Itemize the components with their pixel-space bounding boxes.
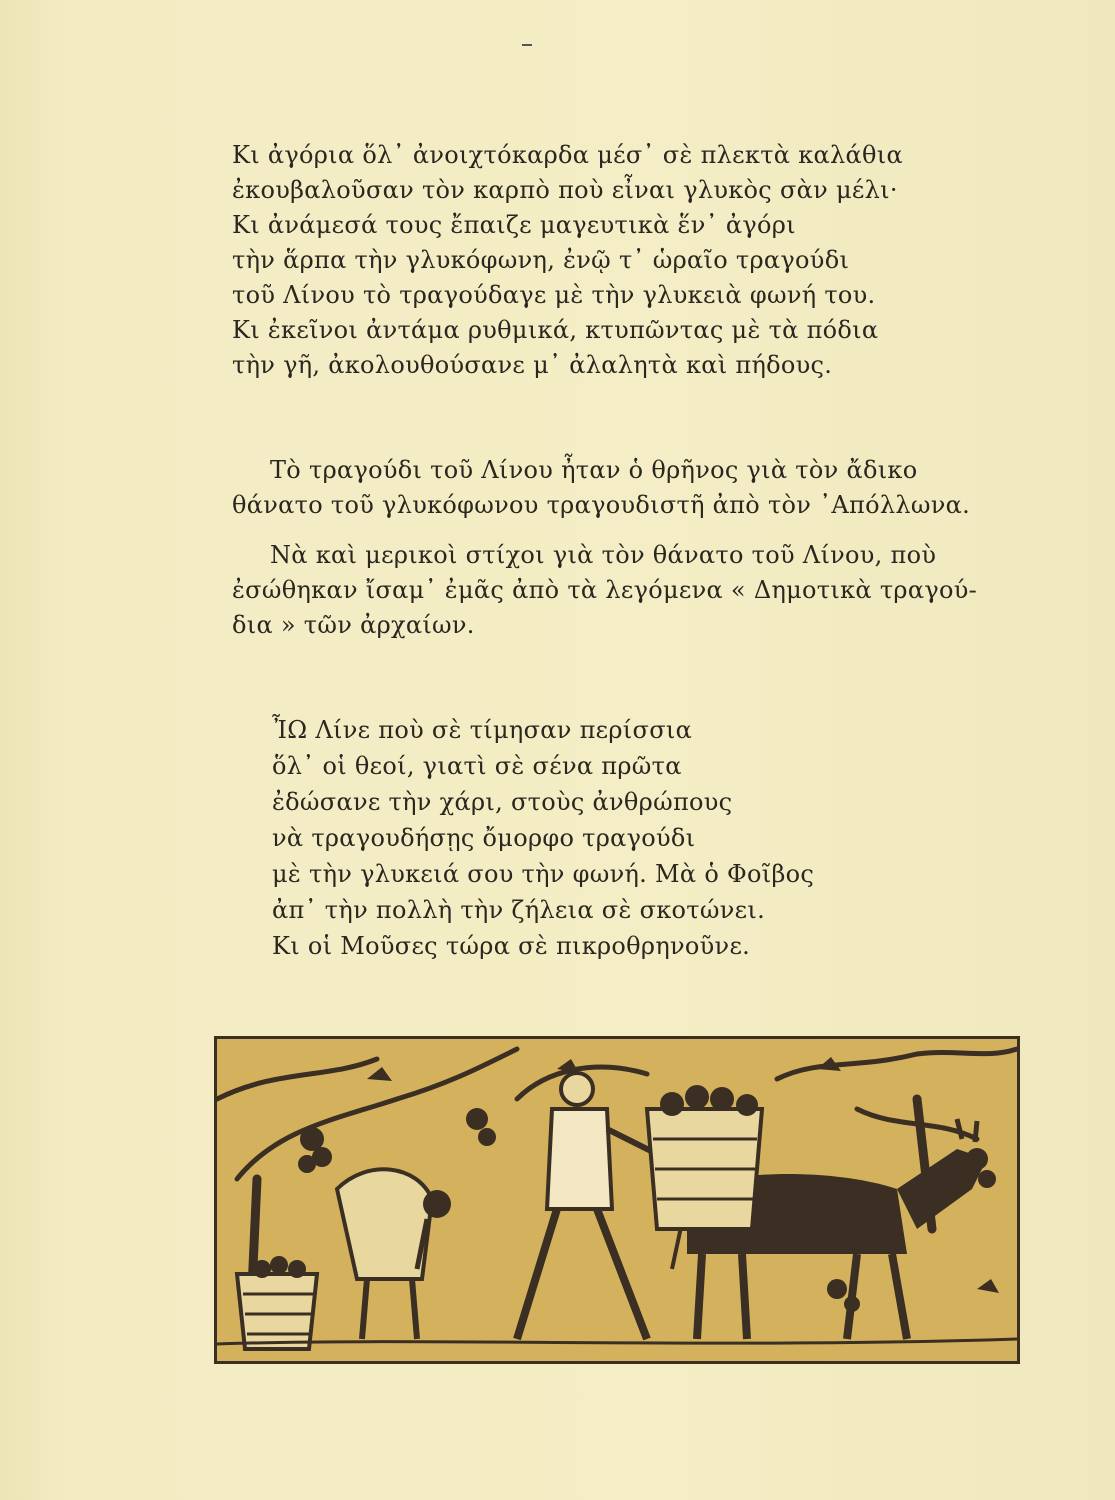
paragraph-line: θάνατο τοῦ γλυκόφωνου τραγουδιστῆ ἀπὸ τὸν ᾿Απόλλωνα. — [232, 491, 971, 519]
verse-line: Κι ἐκεῖνοι ἀντάμα ρυθμικά, κτυπῶντας μὲ τὰ πόδια — [232, 316, 879, 344]
verse-line: Κι οἱ Μοῦσες τώρα σὲ πικροθρηνοῦνε. — [272, 932, 751, 960]
verse-line: τὴν γῆ, ἀκολουθούσανε μ᾿ ἀλαλητὰ καὶ πήδους. — [232, 351, 833, 379]
harvest-woodcut — [217, 1039, 1017, 1361]
verse-line: ἀπ᾿ τὴν πολλὴ τὴν ζήλεια σὲ σκοτώνει. — [272, 896, 766, 924]
verse-line: ἐκουβαλοῦσαν τὸν καρπὸ ποὺ εἶναι γλυκὸς σὰν μέλι· — [232, 176, 898, 204]
verse-line: ἐδώσανε τὴν χάρι, στοὺς ἀνθρώπους — [272, 788, 733, 816]
verse-line: μὲ τὴν γλυκειά σου τὴν φωνή. Μὰ ὁ Φοῖβος — [272, 860, 815, 888]
young-man-figure — [517, 1073, 657, 1339]
verse-top — [232, 138, 1022, 383]
verse-lament — [272, 712, 1062, 964]
grape-harvest-illustration — [214, 1036, 1020, 1364]
paragraph-line: ἐσώθηκαν ἴσαμ᾿ ἐμᾶς ἀπὸ τὰ λεγόμενα « Δημοτικὰ τραγού- — [232, 576, 978, 604]
paragraph-line: Τὸ τραγούδι τοῦ Λίνου ἦταν ὁ θρῆνος γιὰ τὸν ἄδικο — [270, 456, 918, 484]
verse-line: Κι ἀνάμεσά τους ἔπαιζε μαγευτικὰ ἕν᾿ ἀγόρι — [232, 211, 796, 239]
verse-line: Κι ἀγόρια ὅλ᾿ ἀνοιχτόκαρδα μέσ᾿ σὲ πλεκτὰ καλάθια — [232, 141, 903, 169]
paragraph-line: δια » τῶν ἀρχαίων. — [232, 611, 475, 639]
verse-line: νὰ τραγουδήσῃς ὄμορφο τραγούδι — [272, 824, 696, 852]
vine-branch — [217, 1059, 377, 1099]
paragraph-line: Νὰ καὶ μερικοὶ στίχοι γιὰ τὸν θάνατο τοῦ Λίνου, ποὺ — [270, 541, 937, 569]
donkey-figure — [647, 1085, 987, 1339]
paragraph-linos-song — [232, 453, 1022, 523]
page-mark — [522, 44, 532, 46]
vine-branch — [777, 1049, 1017, 1079]
verse-line: τὴν ἅρπα τὴν γλυκόφωνη, ἐνῷ τ᾿ ὡραῖο τραγούδι — [232, 246, 850, 274]
verse-line: ἾΩ Λίνε ποὺ σὲ τίμησαν περίσσια — [272, 716, 693, 744]
verse-line: τοῦ Λίνου τὸ τραγούδαγε μὲ τὴν γλυκειὰ φωνή του. — [232, 281, 876, 309]
verse-line: ὅλ᾿ οἱ θεοί, γιατὶ σὲ σένα πρῶτα — [272, 752, 682, 780]
paragraph-verses-intro — [232, 538, 1022, 643]
bending-figure — [337, 1169, 451, 1339]
